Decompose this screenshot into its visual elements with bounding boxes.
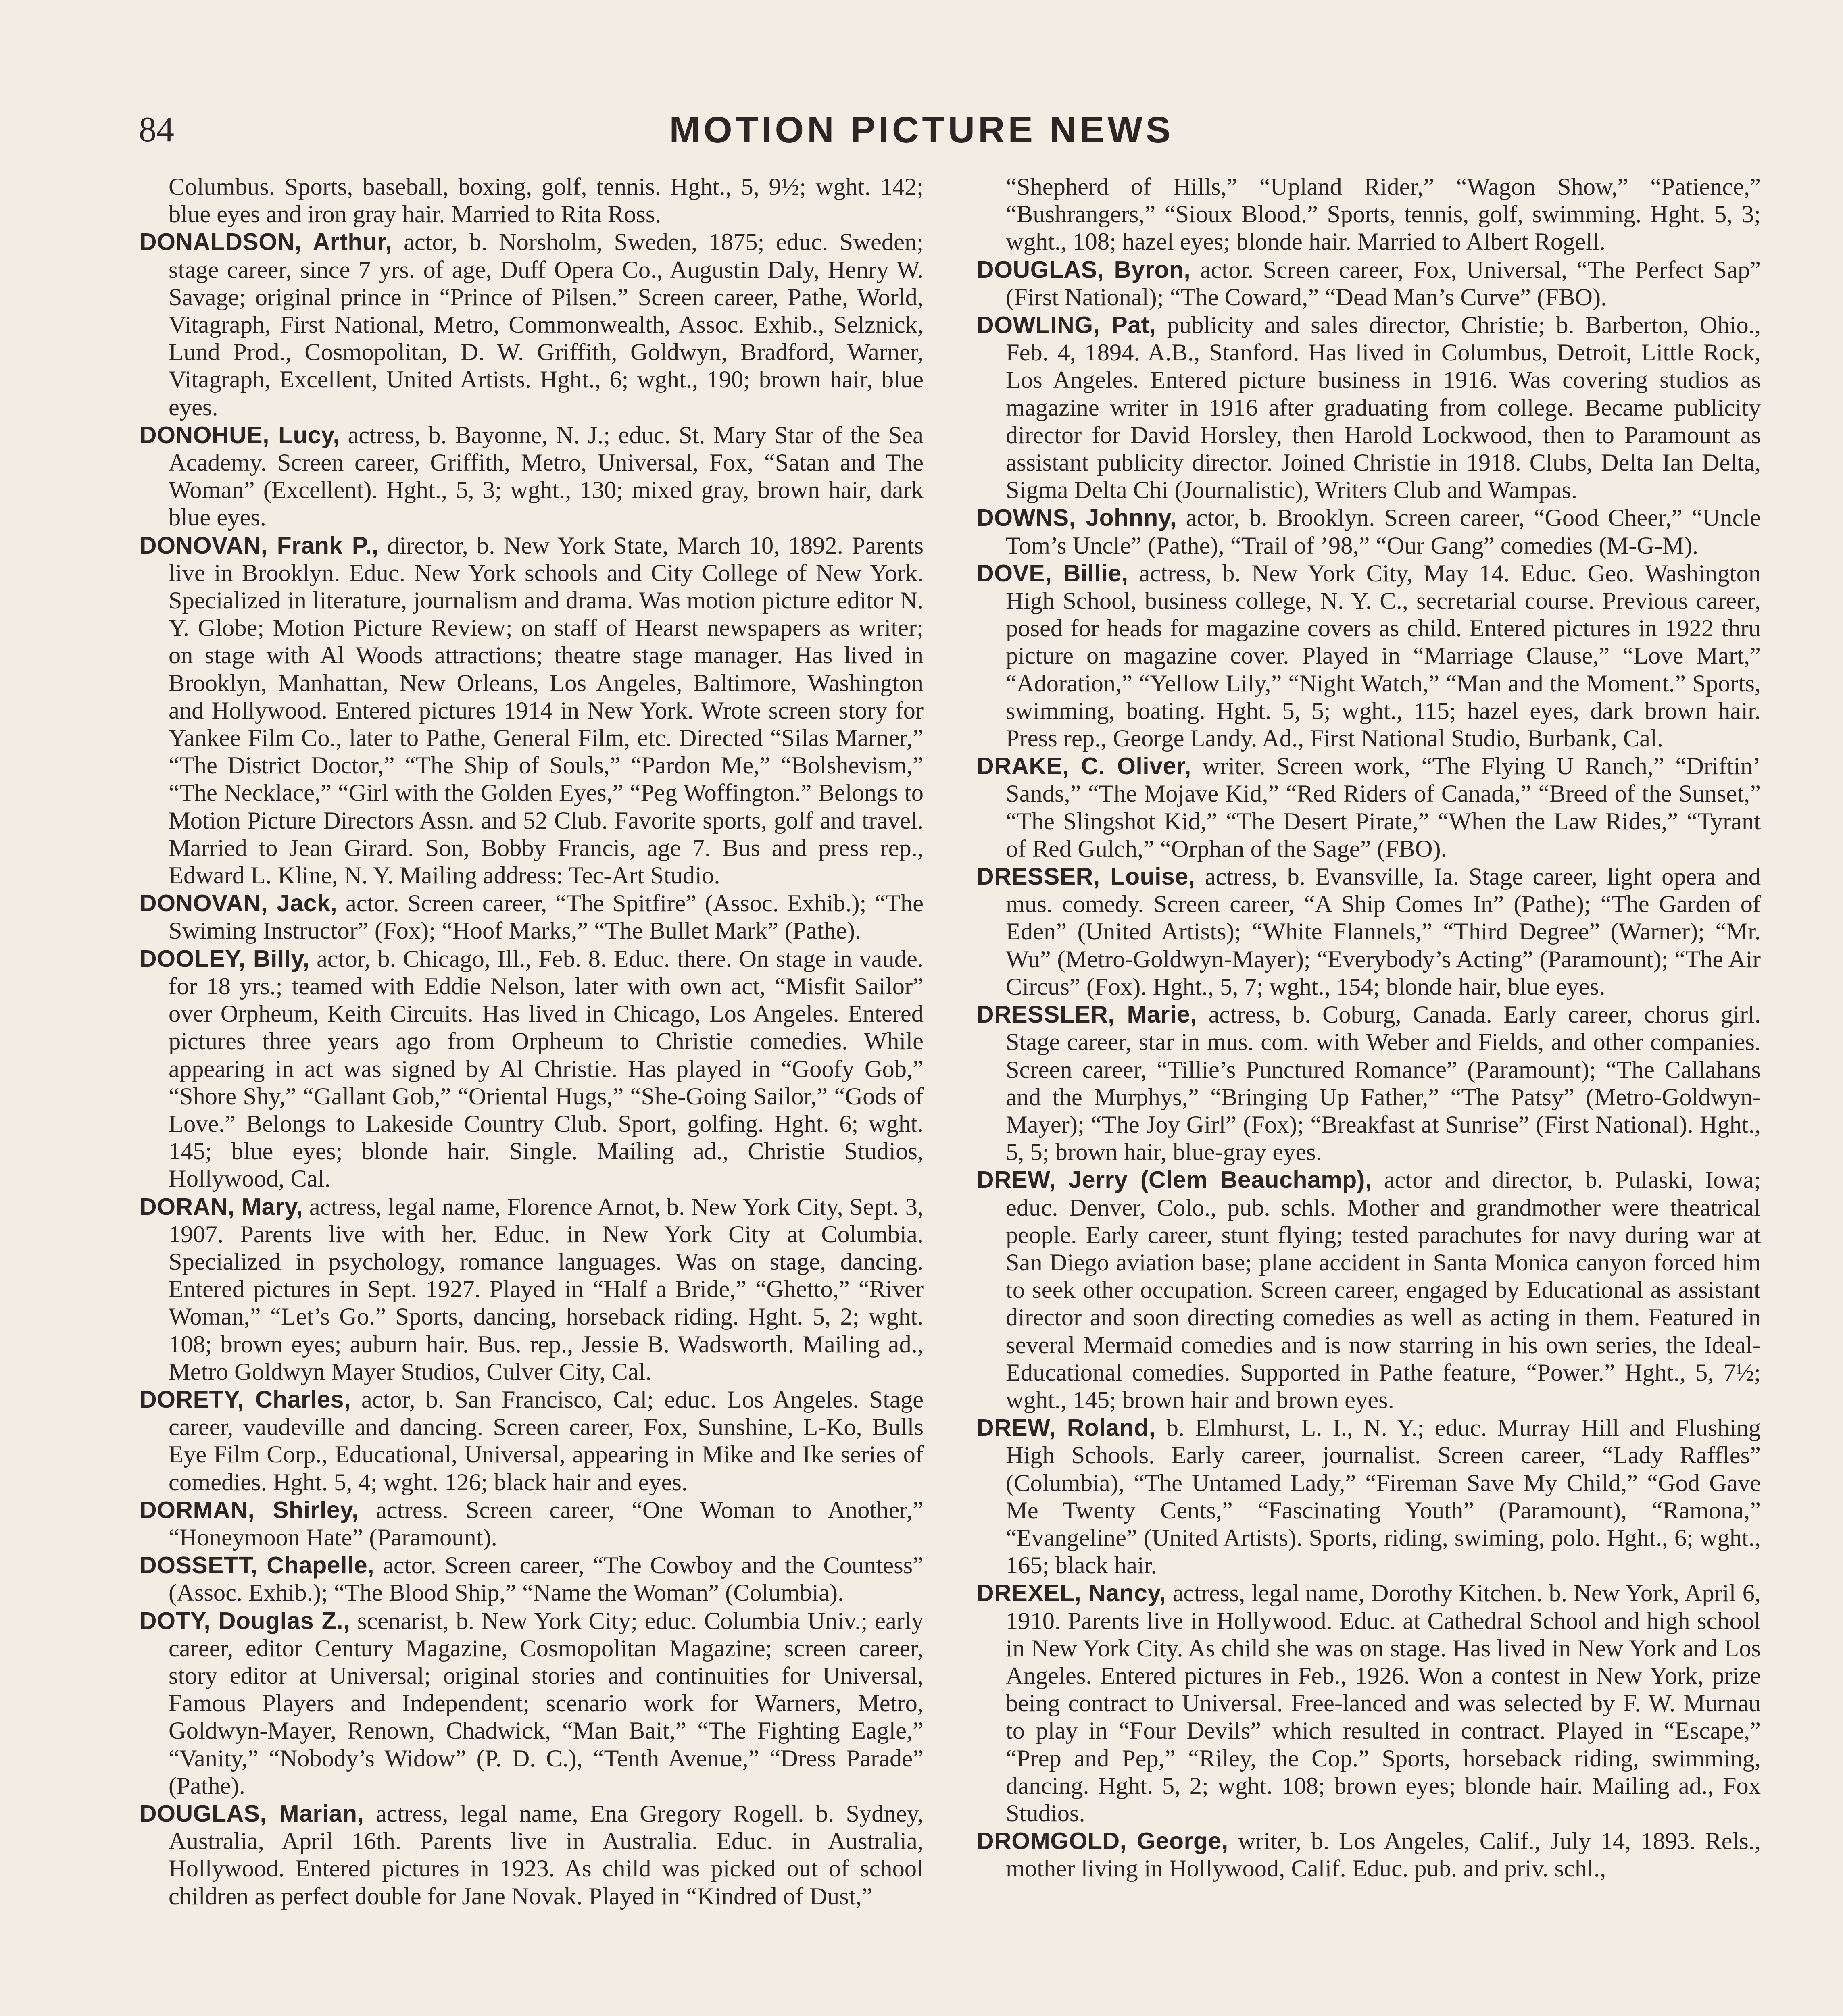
- entry-text: scenarist, b. New York City; educ. Columbia Univ.; early career, editor Century Magazine, Cosmopolitan Magazine; screen career, story editor at Universal; original stories and continuities for Universal, Famous Players and Independent; scenario work for Warners, Metro, Goldwyn-Mayer, Renown, Chadwick, “Man Bait,” “The Fighting Eagle,” “Vanity,” “Nobody’s Widow” (P. D. C.), “Tenth Avenue,” “Dress Parade” (Pathe).: [169, 1607, 924, 1799]
- entry-text: writer. Screen work, “The Flying U Ranch,” “Driftin’ Sands,” “The Mojave Kid,” “Red Riders of Canada,” “Breed of the Sunset,” “The Slingshot Kid,” “The Desert Pirate,” “When the Law Rides,” “Tyrant of Red Gulch,” “Orphan of the Sage” (FBO).: [1006, 753, 1761, 862]
- directory-entry: [140, 1607, 924, 1800]
- entry-name: DONOVAN, Jack,: [140, 890, 338, 917]
- entry-text: actor, b. Chicago, Ill., Feb. 8. Educ. there. On stage in vaude. for 18 yrs.; teamed with Eddie Nelson, later with own act, “Misfit Sailor” over Orpheum, Keith Circuits. Has lived in Chicago, Los Angeles. Entered pictures three years ago from Orpheum to Christie comedies. While appearing in act was signed by Al Christie. Has played in “Goofy Gob,” “Shore Shy,” “Gallant Gob,” “Oriental Hugs,” “She-Going Sailor,” “Gods of Love.” Belongs to Lakeside Country Club. Sport, golfing. Hght. 6; wght. 145; blue eyes; blonde hair. Single. Mailing ad., Christie Studios, Hollywood, Cal.: [169, 945, 924, 1193]
- directory-entry: [977, 560, 1761, 752]
- entry-name: DREW, Roland,: [977, 1414, 1156, 1441]
- entry-name: DRAKE, C. Oliver,: [977, 753, 1191, 780]
- entry-name: DONALDSON, Arthur,: [140, 229, 392, 256]
- running-title: MOTION PICTURE NEWS: [669, 109, 1174, 150]
- entry-name: DONOHUE, Lucy,: [140, 421, 340, 448]
- entry-text: b. Elmhurst, L. I., N. Y.; educ. Murray Hill and Flushing High Schools. Early career, journalist. Screen career, “Lady Raffles” (Columbia), “The Untamed Lady,” “Fireman Save My Child,” “God Gave Me Twenty Cents,” “Fascinating Youth” (Paramount), “Ramona,” “Evangeline” (United Artists). Sports, riding, swiming, polo. Hght., 6; wght., 165; black hair.: [1006, 1414, 1761, 1579]
- entry-text: actress, b. New York City, May 14. Educ. Geo. Washington High School, business college, N. Y. C., secretarial course. Previous career, posed for heads for magazine covers as child. Entered pictures in 1922 thru picture on magazine cover. Played in “Marriage Clause,” “Love Mart,” “Adoration,” “Yellow Lily,” “Night Watch,” “Man and the Moment.” Sports, swimming, boating. Hght. 5, 5; wght., 115; hazel eyes, dark brown hair. Press rep., George Landy. Ad., First National Studio, Burbank, Cal.: [1006, 560, 1761, 752]
- directory-entry: [140, 1193, 924, 1386]
- entry-name: DOOLEY, Billy,: [140, 945, 310, 972]
- entry-name: DOUGLAS, Marian,: [140, 1800, 364, 1827]
- directory-entry-continued: [977, 173, 1761, 256]
- directory-entry: [140, 1552, 924, 1607]
- entry-name: DOSSETT, Chapelle,: [140, 1552, 375, 1579]
- directory-entry: [140, 945, 924, 1193]
- directory-entry: [977, 504, 1761, 559]
- entry-text: actor and director, b. Pulaski, Iowa; educ. Denver, Colo., pub. schls. Mother and grandmother were theatrical people. Early career, stunt flying; tested parachutes for navy during war at San Diego aviation base; plane accident in Santa Monica canyon forced him to seek other occupation. Screen career, engaged by Educational as assistant director and soon directing comedies as well as acting in them. Featured in several Mermaid comedies and is now starring in his own series, the Ideal-Educational comedies. Supported in Pathe feature, “Power.” Hght., 5, 7½; wght., 145; brown hair and brown eyes.: [1006, 1166, 1761, 1414]
- directory-entry: [977, 311, 1761, 504]
- entry-text: actor, b. Norsholm, Sweden, 1875; educ. Sweden; stage career, since 7 yrs. of age, Duff Opera Co., Augustin Daly, Henry W. Savage; original prince in “Prince of Pilsen.” Screen career, Pathe, World, Vitagraph, First National, Metro, Commonwealth, Assoc. Exhib., Selznick, Lund Prod., Cosmopolitan, D. W. Griffith, Goldwyn, Bradford, Warner, Vitagraph, Excellent, United Artists. Hght., 6; wght., 190; brown hair, blue eyes.: [169, 229, 924, 421]
- directory-entry-continued: [140, 173, 924, 228]
- entry-name: DOWLING, Pat,: [977, 312, 1156, 339]
- page-header: [0, 106, 1843, 154]
- entry-text: actor, b. San Francisco, Cal; educ. Los Angeles. Stage career, vaudeville and dancing. Screen career, Fox, Sunshine, L-Ko, Bulls Eye Film Corp., Educational, Universal, appearing in Mike and Ike series of comedies. Hght. 5, 4; wght. 126; black hair and eyes.: [169, 1386, 924, 1496]
- right-column: [977, 173, 1761, 2016]
- entry-name: DORETY, Charles,: [140, 1386, 351, 1413]
- directory-entry: [977, 863, 1761, 1001]
- entry-name: DOWNS, Johnny,: [977, 504, 1177, 531]
- directory-entry: [977, 256, 1761, 311]
- entry-name: DOUGLAS, Byron,: [977, 256, 1191, 283]
- entry-text: actress, b. Evansville, Ia. Stage career, light opera and mus. comedy. Screen career, “A Ship Comes In” (Pathe); “The Garden of Eden” (United Artists); “White Flannels,” “Third Degree” (Warner); “Mr. Wu” (Metro-Goldwyn-Mayer); “Everybody’s Acting” (Paramount); “The Air Circus” (Fox). Hght., 5, 7; wght., 154; blonde hair, blue eyes.: [1006, 863, 1761, 1000]
- directory-entry: [140, 532, 924, 890]
- entry-name: DOVE, Billie,: [977, 560, 1128, 587]
- entry-name: DREXEL, Nancy,: [977, 1580, 1166, 1607]
- entry-text: actor, b. Brooklyn. Screen career, “Good Cheer,” “Uncle Tom’s Uncle” (Pathe), “Trail of ’98,” “Our Gang” comedies (M-G-M).: [1006, 504, 1761, 559]
- entry-name: DROMGOLD, George,: [977, 1828, 1228, 1855]
- entry-text: actress, b. Coburg, Canada. Early career, chorus girl. Stage career, star in mus. com. with Weber and Fields, and other companies. Screen career, “Tillie’s Punctured Romance” (Paramount); “The Callahans and the Murphys,” “Bringing Up Father,” “The Patsy” (Metro-Goldwyn-Mayer); “The Joy Girl” (Fox); “Breakfast at Sunrise” (First National). Hght., 5, 5; brown hair, blue-gray eyes.: [1006, 1001, 1761, 1166]
- directory-entry: [140, 1386, 924, 1496]
- entry-text: director, b. New York State, March 10, 1892. Parents live in Brooklyn. Educ. New York schools and City College of New York. Specialized in literature, journalism and drama. Was motion picture editor N. Y. Globe; Motion Picture Review; on staff of Hearst newspapers as writer; on stage with Al Woods attractions; theatre stage manager. Has lived in Brooklyn, Manhattan, New Orleans, Los Angeles, Baltimore, Washington and Hollywood. Entered pictures 1914 in New York. Wrote screen story for Yankee Film Co., later to Pathe, General Film, etc. Directed “Silas Marner,” “The District Doctor,” “The Ship of Souls,” “Pardon Me,” “Bolshevism,” “The Necklace,” “Girl with the Golden Eyes,” “Peg Woffington.” Belongs to Motion Picture Directors Assn. and 52 Club. Favorite sports, golf and travel. Married to Jean Girard. Son, Bobby Francis, age 7. Bus and press rep., Edward L. Kline, N. Y. Mailing address: Tec-Art Studio.: [169, 532, 924, 889]
- entry-name: DONOVAN, Frank P.,: [140, 532, 379, 559]
- entry-text: actress, legal name, Ena Gregory Rogell. b. Sydney, Australia, April 16th. Parents live in Australia. Educ. in Australia, Hollywood. Entered pictures in 1923. As child was picked out of school children as perfect double for Jane Novak. Played in “Kindred of Dust,”: [169, 1800, 924, 1910]
- entry-name: DREW, Jerry (Clem Beauchamp),: [977, 1166, 1372, 1193]
- entry-name: DORMAN, Shirley,: [140, 1496, 359, 1523]
- directory-entry: [977, 1166, 1761, 1414]
- directory-entry: [140, 1800, 924, 1910]
- left-column: [140, 173, 924, 2016]
- entry-text: actress, legal name, Florence Arnot, b. New York City, Sept. 3, 1907. Parents live with her. Educ. in New York City at Columbia. Specialized in psychology, romance languages. Was on stage, dancing. Entered pictures in Sept. 1927. Played in “Half a Bride,” “Ghetto,” “River Woman,” “Let’s Go.” Sports, dancing, horseback riding. Hght. 5, 2; wght. 108; brown eyes; auburn hair. Bus. rep., Jessie B. Wadsworth. Mailing ad., Metro Goldwyn Mayer Studios, Culver City, Cal.: [169, 1193, 924, 1385]
- directory-entry: [977, 1579, 1761, 1827]
- directory-entry: [977, 1414, 1761, 1579]
- entry-name: DOTY, Douglas Z.,: [140, 1607, 350, 1634]
- entry-text: actor. Screen career, Fox, Universal, “The Perfect Sap” (First National); “The Coward,” “Dead Man’s Curve” (FBO).: [1006, 256, 1761, 311]
- entry-text: publicity and sales director, Christie; b. Barberton, Ohio., Feb. 4, 1894. A.B., Stanford. Has lived in Columbus, Detroit, Little Rock, Los Angeles. Entered picture business in 1916. Was covering studios as magazine writer in 1916 after graduating from college. Became publicity director for David Horsley, then Harold Lockwood, then to Paramount as assistant publicity director. Joined Christie in 1918. Clubs, Delta Ian Delta, Sigma Delta Chi (Journalistic), Writers Club and Wampas.: [1006, 312, 1761, 504]
- entry-name: DRESSER, Louise,: [977, 863, 1195, 890]
- entry-text: “Shepherd of Hills,” “Upland Rider,” “Wagon Show,” “Patience,” “Bushrangers,” “Sioux Blood.” Sports, tennis, golf, swimming. Hght. 5, 3; wght., 108; hazel eyes; blonde hair. Married to Albert Rogell.: [1006, 173, 1761, 256]
- directory-entry: [140, 1496, 924, 1552]
- entry-text: actress. Screen career, “One Woman to Another,” “Honeymoon Hate” (Paramount).: [169, 1496, 924, 1551]
- directory-entry: [140, 228, 924, 421]
- directory-entry: [977, 752, 1761, 863]
- entry-text: actor. Screen career, “The Spitfire” (Assoc. Exhib.); “The Swiming Instructor” (Fox); “Hoof Marks,” “The Bullet Mark” (Pathe).: [169, 890, 924, 945]
- entry-text: Columbus. Sports, baseball, boxing, golf, tennis. Hght., 5, 9½; wght. 142; blue eyes and iron gray hair. Married to Rita Ross.: [169, 173, 924, 228]
- directory-entry: [140, 889, 924, 945]
- entry-text: actress, legal name, Dorothy Kitchen. b. New York, April 6, 1910. Parents live in Hollywood. Educ. at Cathedral School and high school in New York City. As child she was on stage. Has lived in New York and Los Angeles. Entered pictures in Feb., 1926. Won a contest in New York, prize being contract to Universal. Free-lanced and was selected by F. W. Murnau to play in “Four Devils” which resulted in contract. Played in “Escape,” “Prep and Pep,” “Riley, the Cop.” Sports, horseback riding, swimming, dancing. Hght. 5, 2; wght. 108; brown eyes; blonde hair. Mailing ad., Fox Studios.: [1006, 1580, 1761, 1827]
- entry-text: writer, b. Los Angeles, Calif., July 14, 1893. Rels., mother living in Hollywood, Calif. Educ. pub. and priv. schl.,: [1006, 1828, 1761, 1883]
- entry-name: DRESSLER, Marie,: [977, 1001, 1197, 1028]
- directory-entry: [140, 421, 924, 532]
- page-number: 84: [139, 110, 174, 149]
- directory-entry: [977, 1001, 1761, 1166]
- entry-text: actor. Screen career, “The Cowboy and the Countess” (Assoc. Exhib.); “The Blood Ship,” “Name the Woman” (Columbia).: [169, 1552, 924, 1607]
- entry-text: actress, b. Bayonne, N. J.; educ. St. Mary Star of the Sea Academy. Screen career, Griffith, Metro, Universal, Fox, “Satan and The Woman” (Excellent). Hght., 5, 3; wght., 130; mixed gray, brown hair, dark blue eyes.: [169, 421, 924, 531]
- entry-name: DORAN, Mary,: [140, 1193, 303, 1220]
- directory-entry: [977, 1827, 1761, 1883]
